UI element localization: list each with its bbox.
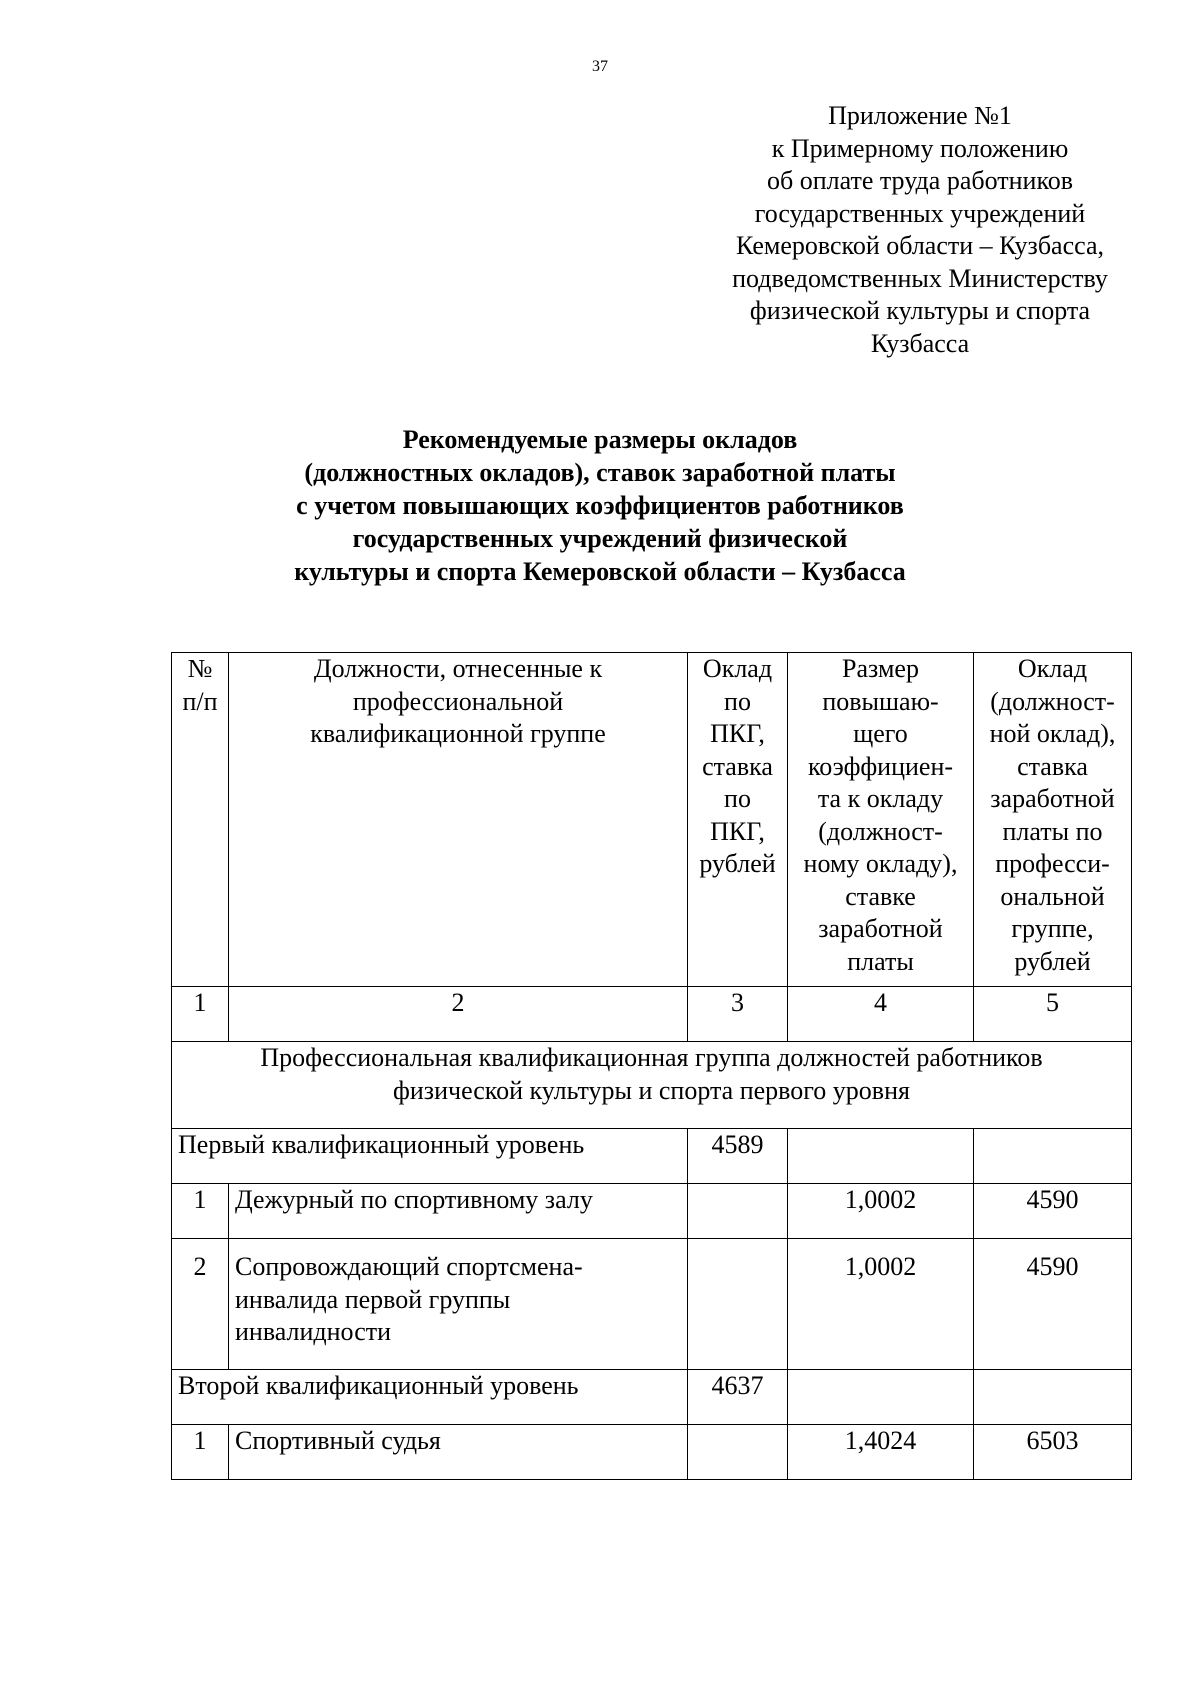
level-base-salary: 4637 bbox=[688, 1370, 788, 1425]
empty-cell bbox=[688, 1425, 788, 1480]
table-row bbox=[172, 1184, 1132, 1239]
group-row bbox=[172, 1042, 1132, 1129]
column-number: 1 bbox=[172, 987, 229, 1042]
row-position: Дежурный по спортивному залу bbox=[229, 1184, 688, 1239]
table-header-row bbox=[172, 653, 1132, 987]
table-row bbox=[172, 1239, 1132, 1370]
group-title bbox=[172, 1042, 1132, 1129]
level-name: Первый квалификационный уровень bbox=[172, 1129, 688, 1184]
level-base-salary: 4589 bbox=[688, 1129, 788, 1184]
level-row bbox=[172, 1370, 1132, 1425]
header-text: Оклад bbox=[702, 654, 773, 683]
row-coefficient: 1,0002 bbox=[788, 1239, 974, 1370]
header-text: ной оклад), bbox=[989, 719, 1116, 748]
header-text: професси- bbox=[995, 849, 1110, 878]
header-position bbox=[229, 653, 688, 987]
row-number: 1 bbox=[172, 1184, 229, 1239]
header-text: та к окладу bbox=[817, 784, 944, 813]
header-text: платы bbox=[847, 946, 914, 976]
header-text: ставке bbox=[845, 881, 916, 911]
table-row bbox=[172, 1425, 1132, 1480]
header-base-salary bbox=[688, 653, 788, 987]
column-number: 3 bbox=[688, 987, 788, 1042]
title-line: (должностных окладов), ставок заработной платы bbox=[304, 458, 896, 487]
header-text: квалификационной группе bbox=[310, 719, 606, 748]
row-coefficient: 1,4024 bbox=[788, 1425, 974, 1480]
appendix-line: к Примерному положению bbox=[771, 133, 1069, 163]
title-line: Рекомендуемые размеры окладов bbox=[402, 425, 798, 454]
header-text: повышаю- bbox=[822, 686, 939, 716]
position-line: инвалида первой группы bbox=[235, 1284, 511, 1314]
group-title-line: Профессиональная квалификационная группа должностей работников bbox=[260, 1043, 1043, 1072]
level-name: Второй квалификационный уровень bbox=[172, 1370, 688, 1425]
appendix-line: государственных учреждений bbox=[754, 198, 1086, 228]
header-text: Оклад bbox=[1017, 654, 1088, 683]
empty-cell bbox=[688, 1184, 788, 1239]
appendix-line: об оплате труда работников bbox=[766, 166, 1074, 195]
row-salary: 6503 bbox=[974, 1425, 1132, 1480]
header-text: профессиональной bbox=[352, 686, 564, 716]
salary-table bbox=[171, 652, 1132, 1480]
appendix-line: Приложение №1 bbox=[828, 101, 1012, 130]
empty-cell bbox=[974, 1129, 1132, 1184]
empty-cell bbox=[688, 1239, 788, 1370]
header-text: заработной bbox=[990, 784, 1115, 813]
appendix-line: подведомственных Министерству bbox=[732, 263, 1108, 293]
title-line: с учетом повышающих коэффициентов работников bbox=[296, 491, 904, 520]
appendix-line: Кемеровской области – Кузбасса, bbox=[735, 231, 1105, 260]
header-text: ному окладу), bbox=[803, 849, 958, 878]
empty-cell bbox=[788, 1370, 974, 1425]
header-coefficient bbox=[788, 653, 974, 987]
column-number: 2 bbox=[229, 987, 688, 1042]
header-number bbox=[172, 653, 229, 987]
header-text: рублей bbox=[699, 849, 776, 878]
header-text: ональной bbox=[1000, 881, 1105, 911]
row-number: 1 bbox=[172, 1425, 229, 1480]
group-title-line: физической культуры и спорта первого уровня bbox=[393, 1075, 910, 1105]
position-line: инвалидности bbox=[235, 1317, 392, 1346]
column-number: 5 bbox=[974, 987, 1132, 1042]
header-salary bbox=[974, 653, 1132, 987]
header-text: ПКГ, bbox=[710, 719, 765, 748]
column-number-row bbox=[172, 987, 1132, 1042]
document-title bbox=[100, 423, 1100, 588]
header-text: ПКГ, bbox=[710, 816, 765, 846]
header-text: (должност- bbox=[818, 816, 943, 846]
appendix-line: физической культуры и спорта bbox=[749, 296, 1091, 325]
header-text: ставка bbox=[702, 751, 773, 781]
header-text: № bbox=[187, 654, 213, 683]
header-text: группе, bbox=[1011, 914, 1094, 943]
row-number: 2 bbox=[172, 1239, 229, 1370]
row-coefficient: 1,0002 bbox=[788, 1184, 974, 1239]
header-text: платы по bbox=[1002, 816, 1103, 846]
column-number: 4 bbox=[788, 987, 974, 1042]
header-text: Размер bbox=[842, 654, 919, 683]
header-text: по bbox=[724, 686, 751, 716]
row-salary: 4590 bbox=[974, 1239, 1132, 1370]
appendix-note bbox=[690, 100, 1150, 360]
header-text: (должност- bbox=[990, 686, 1115, 716]
title-line: государственных учреждений физической bbox=[352, 524, 848, 553]
header-text: заработной bbox=[818, 914, 943, 943]
position-line: Сопровождающий спортсмена- bbox=[235, 1252, 583, 1281]
row-position: Спортивный судья bbox=[229, 1425, 688, 1480]
empty-cell bbox=[788, 1129, 974, 1184]
header-text: ставка bbox=[1017, 751, 1088, 781]
appendix-line: Кузбасса bbox=[870, 328, 970, 358]
header-text: по bbox=[724, 784, 751, 813]
header-text: Должности, отнесенные к bbox=[313, 654, 603, 683]
row-salary: 4590 bbox=[974, 1184, 1132, 1239]
empty-cell bbox=[974, 1370, 1132, 1425]
header-text: коэффициен- bbox=[807, 751, 954, 781]
row-position bbox=[229, 1239, 688, 1370]
level-row bbox=[172, 1129, 1132, 1184]
header-text: щего bbox=[853, 719, 908, 748]
title-line: культуры и спорта Кемеровской области – Кузбасса bbox=[294, 557, 906, 586]
header-text: п/п bbox=[182, 686, 218, 716]
header-text: рублей bbox=[1014, 946, 1091, 976]
page-number: 37 bbox=[592, 58, 608, 75]
